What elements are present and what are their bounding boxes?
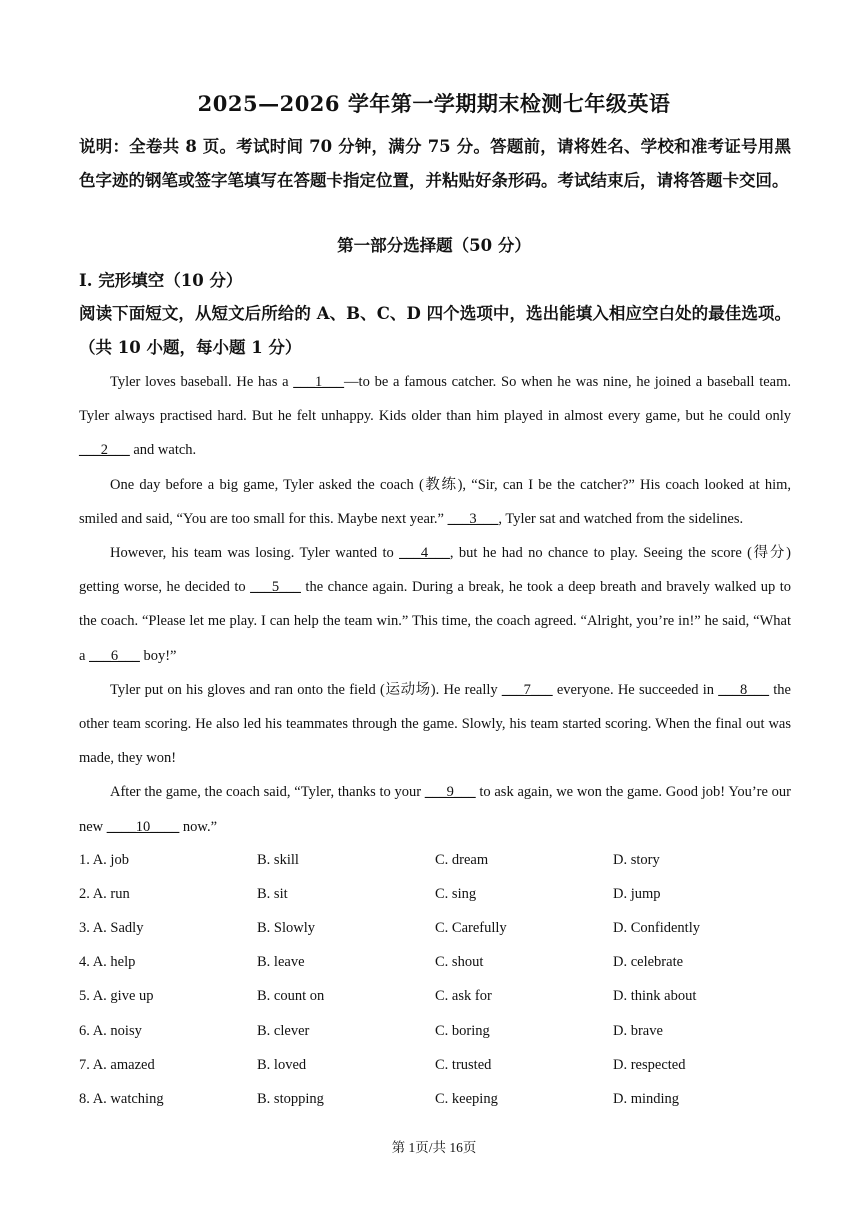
option-a: 3. A. Sadly xyxy=(79,919,144,936)
option-d: D. Confidently xyxy=(613,919,700,936)
option-c: C. trusted xyxy=(435,1056,492,1073)
page-number: 第 1页/共 16页 xyxy=(391,1140,477,1155)
passage-paragraph xyxy=(79,536,791,673)
passage-text: to ask again, we won the game. Good job! You’re our new xyxy=(79,784,792,835)
section-heading: I. 完形填空（10 分） xyxy=(79,271,243,290)
option-a: 8. A. watching xyxy=(79,1090,164,1107)
passage-text: Tyler loves baseball. He has a xyxy=(110,374,294,390)
option-d: D. celebrate xyxy=(613,954,684,971)
blank-2: ___2___ xyxy=(79,442,130,459)
option-row-2 xyxy=(79,877,791,911)
option-a: 1. A. job xyxy=(79,851,129,868)
blank-4: ___4___ xyxy=(399,545,450,562)
option-a: 6. A. noisy xyxy=(79,1022,142,1039)
blank-3: ___3___ xyxy=(447,510,499,527)
option-d: D. minding xyxy=(613,1090,680,1107)
cloze-passage xyxy=(79,365,791,844)
passage-paragraph xyxy=(79,673,791,776)
page-title: 2025—2026 学年第一学期期末检测七年级英语 xyxy=(197,91,671,116)
option-b: B. sit xyxy=(257,885,288,902)
option-b: B. loved xyxy=(257,1056,307,1073)
blank-6: ___6___ xyxy=(89,647,140,664)
blank-8: ___8___ xyxy=(718,681,770,698)
option-b: B. Slowly xyxy=(257,919,316,936)
option-a: 4. A. help xyxy=(79,954,136,971)
option-c: C. sing xyxy=(435,885,477,902)
option-b: B. count on xyxy=(257,988,325,1005)
option-b: B. clever xyxy=(257,1022,310,1039)
answer-options xyxy=(79,843,791,1117)
blank-9: ___9___ xyxy=(424,784,476,801)
option-row-3 xyxy=(79,911,791,945)
passage-text: Tyler put on his gloves and ran onto the field (运动场). He really xyxy=(110,681,502,698)
passage-text: , Tyler sat and watched from the sidelines. xyxy=(498,510,744,527)
option-b: B. leave xyxy=(257,954,305,971)
passage-text: boy!” xyxy=(139,647,177,664)
option-a: 7. A. amazed xyxy=(79,1056,155,1073)
passage-text: , but he had no chance to play. Seeing the score (得分) getting worse, he decided to xyxy=(79,545,791,596)
blank-7: ___7___ xyxy=(501,681,553,698)
option-row-7 xyxy=(79,1048,791,1082)
option-b: B. skill xyxy=(257,851,299,868)
blank-5: ___5___ xyxy=(250,579,301,596)
passage-paragraph xyxy=(79,468,791,536)
option-row-8 xyxy=(79,1082,791,1116)
option-c: C. shout xyxy=(435,954,484,971)
option-d: D. story xyxy=(613,851,660,868)
option-c: C. Carefully xyxy=(435,919,507,936)
option-d: D. jump xyxy=(613,885,661,902)
option-a: 2. A. run xyxy=(79,885,130,902)
option-row-5 xyxy=(79,980,791,1014)
option-c: C. dream xyxy=(435,851,489,868)
option-c: C. keeping xyxy=(435,1090,498,1107)
option-d: D. think about xyxy=(613,988,697,1005)
option-d: D. brave xyxy=(613,1022,663,1039)
option-row-1 xyxy=(79,843,791,877)
passage-text: One day before a big game, Tyler asked the coach (教练), “Sir, can I be the catcher?” His coach looked at him, smiled and said, “You are too small for this. Maybe next year.” xyxy=(79,476,791,527)
passage-text: the chance again. During a break, he took a deep breath and bravely walked up to the coach. “Please let me play. I can help the team win.” This time, the coach agreed. “Alright, you’re in!” he said, “What a xyxy=(79,579,792,664)
passage-text: everyone. He succeeded in xyxy=(552,681,719,698)
option-d: D. respected xyxy=(613,1056,686,1073)
option-b: B. stopping xyxy=(257,1090,324,1107)
part-heading: 第一部分选择题（50 分） xyxy=(337,236,531,255)
passage-text: After the game, the coach said, “Tyler, thanks to your xyxy=(110,784,425,801)
section-instruction: 阅读下面短文，从短文后所给的 A、B、C、D 四个选项中，选出能填入相应空白处的最佳选项。（共 10 小题，每小题 1 分） xyxy=(79,304,791,357)
passage-paragraph xyxy=(79,365,791,468)
option-a: 5. A. give up xyxy=(79,988,154,1005)
passage-text: —to be a famous catcher. So when he was nine, he joined a baseball team. Tyler always practised hard. But he felt unhappy. Kids older than him played in almost every game, but he could only xyxy=(79,374,791,425)
option-c: C. boring xyxy=(435,1022,490,1039)
option-row-6 xyxy=(79,1014,791,1048)
passage-text: now.” xyxy=(179,818,218,835)
passage-text: However, his team was losing. Tyler wanted to xyxy=(110,545,400,562)
passage-paragraph xyxy=(79,775,791,843)
option-row-4 xyxy=(79,946,791,980)
option-c: C. ask for xyxy=(435,988,492,1005)
blank-1: ___1___ xyxy=(293,374,345,390)
passage-text: and watch. xyxy=(129,442,197,459)
blank-10: ____10____ xyxy=(106,818,180,835)
exam-instructions: 说明：全卷共 8 页。考试时间 70 分钟，满分 75 分。答题前，请将姓名、学校和准考证号用黑色字迹的钢笔或签字笔填写在答题卡指定位置，并粘贴好条形码。考试结束后，请将答题卡交回。 xyxy=(79,137,791,190)
passage-text: the other team scoring. He also led his teammates through the game. Slowly, his team started scoring. When the final out was made, they won! xyxy=(79,681,791,767)
